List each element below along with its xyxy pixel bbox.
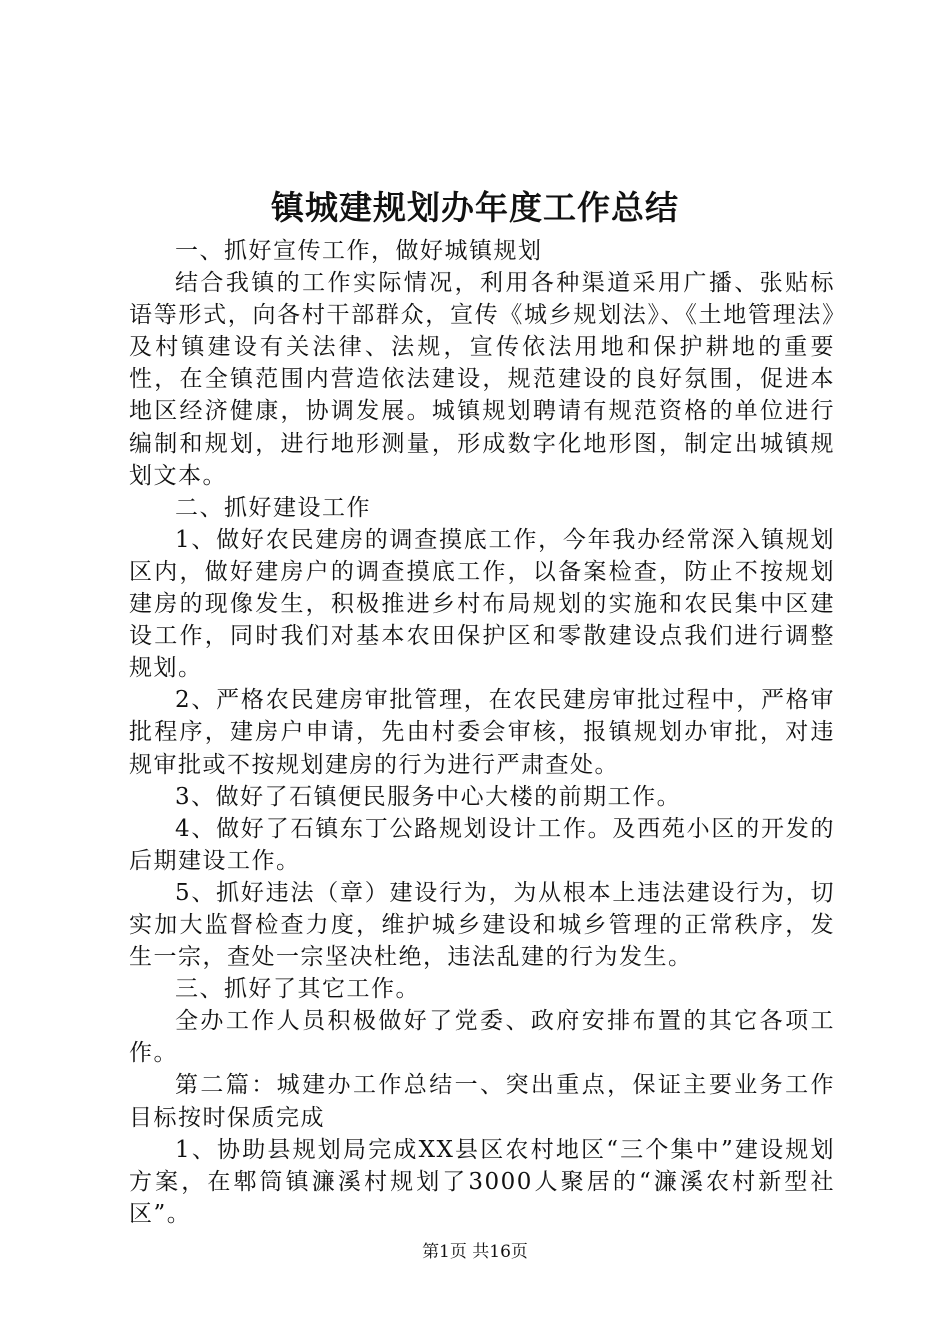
page-number-footer: 第1页 共16页 bbox=[422, 1242, 528, 1262]
paragraph: 第二篇：城建办工作总结一、突出重点，保证主要业务工作目标按时保质完成 bbox=[129, 1072, 835, 1131]
section-heading-2: 二、抓好建设工作 bbox=[175, 494, 371, 521]
document-title: 镇城建规划办年度工作总结 bbox=[271, 188, 679, 227]
document-body bbox=[129, 235, 835, 1230]
paragraph: 全办工作人员积极做好了党委、政府安排布置的其它各项工作。 bbox=[129, 1008, 835, 1067]
paragraph: 5、抓好违法（章）建设行为，为从根本上违法建设行为，切实加大监督检查力度，维护城乡建设和城乡管理的正常秩序，发生一宗，查处一宗坚决杜绝，违法乱建的行为发生。 bbox=[129, 879, 835, 971]
section-heading-3: 三、抓好了其它工作。 bbox=[175, 976, 420, 1003]
section-heading-1: 一、抓好宣传工作，做好城镇规划 bbox=[175, 238, 543, 264]
paragraph: 结合我镇的工作实际情况，利用各种渠道采用广播、张贴标语等形式，向各村干部群众，宣传《城乡规划法》、《土地管理法》及村镇建设有关法律、法规，宣传依法用地和保护耕地的重要性，在全镇范围内营造依法建设，规范建设的良好氛围，促进本地区经济健康，协调发展。城镇规划聘请有规范资格的单位进行编制和规划，进行地形测量，形成数字化地形图，制定出城镇规划文本。 bbox=[129, 270, 835, 489]
paragraph: 1、做好农民建房的调查摸底工作，今年我办经常深入镇规划区内，做好建房户的调查摸底工作，以备案检查，防止不按规划建房的现像发生，积极推进乡村布局规划的实施和农民集中区建设工作，同时我们对基本农田保护区和零散建设点我们进行调整规划。 bbox=[129, 526, 835, 682]
paragraph: 3、做好了石镇便民服务中心大楼的前期工作。 bbox=[175, 783, 682, 810]
paragraph: 1、协助县规划局完成XX县区农村地区“三个集中”建设规划方案，在郫筒镇濂溪村规划了3000人聚居的“濂溪农村新型社区”。 bbox=[129, 1136, 835, 1227]
paragraph: 2、严格农民建房审批管理，在农民建房审批过程中，严格审批程序，建房户申请，先由村委会审核，报镇规划办审批，对违规审批或不按规划建房的行为进行严肃查处。 bbox=[129, 687, 835, 778]
paragraph: 4、做好了石镇东丁公路规划设计工作。及西苑小区的开发的后期建设工作。 bbox=[129, 815, 835, 874]
